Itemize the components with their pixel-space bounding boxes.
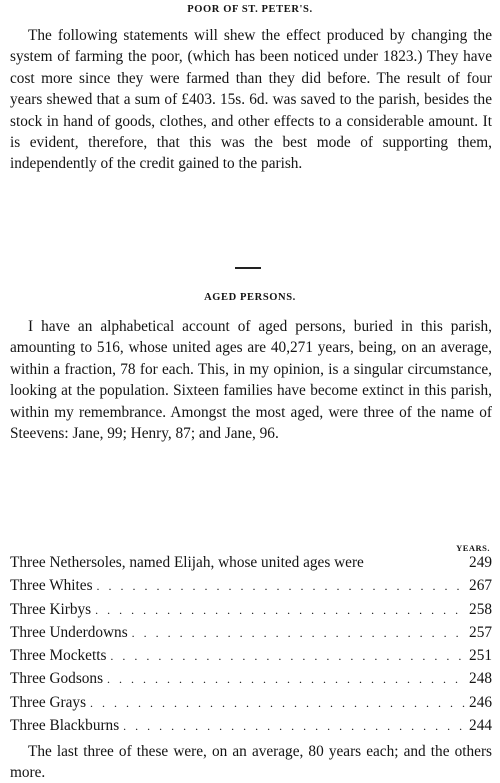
family-name: Three Kirbys — [10, 600, 92, 618]
table-row — [10, 577, 492, 600]
years-value: 246 — [469, 693, 492, 711]
paragraph-aged: I have an alphabetical account of aged persons, buried in this parish, amounting to 516, whose united ages are 40,271 years, being, on an average, within a fraction, 78 for each. This, in my opinion, is a singular circumstance, looking at the population. Sixteen families have become extinct in this parish, within my remembrance. Amongst the most aged, were three of the name of Steevens: Jane, 99; Henry, 87; and Jane, 96. — [10, 318, 492, 443]
ages-table — [10, 554, 492, 740]
dot-leader — [95, 603, 465, 618]
table-row — [10, 717, 492, 740]
table-row — [10, 694, 492, 717]
family-name: Three Blackburns — [10, 717, 120, 735]
dot-leader — [97, 579, 466, 594]
years-value: 244 — [469, 717, 492, 735]
dot-leader — [110, 649, 465, 664]
family-name: Three Grays — [10, 693, 87, 711]
section-divider — [235, 267, 261, 269]
family-name: Three Whites — [10, 577, 93, 595]
dot-leader — [123, 719, 465, 734]
section-heading-aged: AGED PERSONS. — [204, 292, 296, 303]
family-name: Three Godsons — [10, 670, 104, 688]
years-value: 267 — [469, 577, 492, 595]
table-row — [10, 554, 492, 577]
dot-leader — [107, 672, 465, 687]
years-value: 258 — [469, 600, 492, 618]
family-name: Three Mocketts — [10, 647, 107, 665]
family-name: Three Nethersoles, named Elijah, whose united ages were — [10, 554, 364, 571]
family-name: Three Underdowns — [10, 623, 128, 641]
table-row — [10, 624, 492, 647]
paragraph-closing: The last three of these were, on an average, 80 years each; and the others more. — [10, 743, 492, 781]
years-value: 257 — [469, 623, 492, 641]
table-row — [10, 670, 492, 693]
dot-leader — [90, 696, 465, 711]
years-column-label: YEARS. — [456, 543, 490, 553]
paragraph-poor: The following statements will shew the effect produced by changing the system of farming the poor, (which has been noticed under 1823.) They have cost more since they were farmed than they did before. The result of four years shewed that a sum of £403. 15s. 6d. was saved to the parish, besides the stock in hand of goods, clothes, and other effects to a considerable amount. It is evident, therefore, that this was the best mode of supporting them, independently of the credit gained to the parish. — [10, 27, 492, 173]
years-value: 251 — [469, 647, 492, 665]
dot-leader — [132, 626, 465, 641]
years-value: 249 — [469, 554, 492, 571]
table-row — [10, 601, 492, 624]
section-heading-poor: POOR OF ST. PETER'S. — [187, 4, 313, 15]
table-row — [10, 647, 492, 670]
years-value: 248 — [469, 670, 492, 688]
